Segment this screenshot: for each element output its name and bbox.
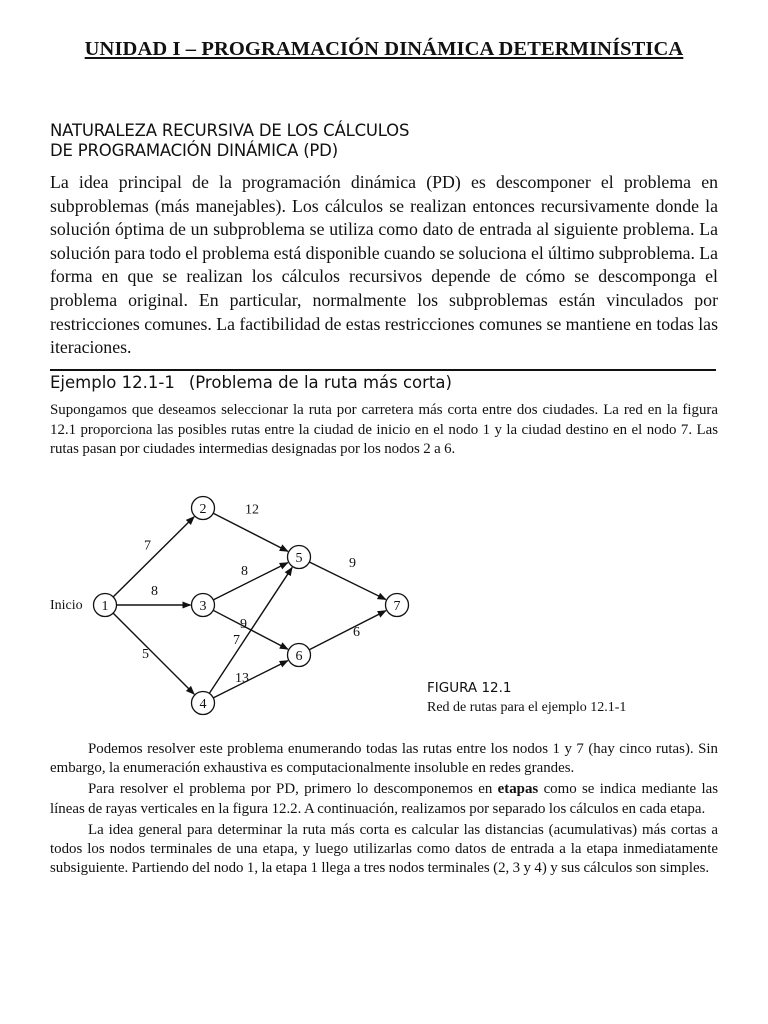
edge-weight-1-2: 7 [144, 538, 151, 554]
edge-weight-6-7: 6 [353, 625, 360, 640]
edge-weight-5-7: 9 [349, 556, 356, 571]
edge-weight-1-4: 5 [142, 647, 149, 662]
edge-weight-1-3: 8 [151, 584, 158, 599]
figure-caption-label: FIGURA 12.1 [427, 680, 512, 696]
node-4 [192, 692, 215, 715]
start-label: Inicio [50, 598, 83, 613]
node-1 [94, 594, 117, 617]
example-number: Ejemplo 12.1-1 [50, 373, 175, 392]
section-heading-line2: DE PROGRAMACIÓN DINÁMICA (PD) [50, 141, 338, 160]
edge-5-7 [309, 562, 385, 599]
node-7 [386, 594, 409, 617]
example-divider [50, 369, 716, 371]
figure-caption-text: Red de rutas para el ejemplo 12.1-1 [427, 700, 627, 715]
edge-weight-4-6: 13 [235, 671, 249, 686]
node-3 [192, 594, 215, 617]
node-label: 4 [199, 697, 207, 712]
example-title: (Problema de la ruta más corta) [188, 373, 452, 392]
node-label: 3 [199, 599, 207, 614]
section-heading-line1: NATURALEZA RECURSIVA DE LOS CÁLCULOS [50, 121, 410, 140]
node-2 [192, 497, 215, 520]
edge-weight-4-5: 7 [233, 633, 240, 648]
body-paragraph-1: Podemos resolver este problema enumerando todas las rutas entre los nodos 1 y 7 (hay cinco rutas). Sin embargo, la enumeración exhaustiva es computacionalmente insoluble en redes grandes. [50, 741, 718, 777]
body-text [50, 740, 718, 880]
node-6 [288, 644, 311, 667]
intro-paragraph: La idea principal de la programación dinámica (PD) es descomponer el problema en subproblemas (más manejables). Los cálculos se realizan entonces recursivamente donde la solución óptima de un subproblema se utiliza como dato de entrada al siguiente problema. La solución para todo el problema está disponible cuando se soluciona el último subproblema. La forma en que se realizan los cálculos recursivos depende de cómo se descomponga el problema original. En particular, normalmente los subproblemas están vinculados por restricciones comunes. La factibilidad de estas restricciones comunes se mantiene en todas las iteraciones. [50, 172, 718, 358]
edge-4-6 [213, 661, 288, 698]
figure-caption [427, 678, 626, 718]
node-label: 5 [295, 551, 303, 566]
example-paragraph: Supongamos que deseamos seleccionar la ruta por carretera más corta entre dos ciudades. La red en la figura 12.1 proporciona las posibles rutas entre la ciudad de inicio en el nodo 1 y la ciudad destino en el nodo 7. Las rutas pasan por ciudades intermedias designadas por los nodos 2 a 6. [50, 402, 718, 458]
body-paragraph-2 [50, 780, 718, 818]
body-paragraph-2-end: como se indica mediante las líneas de rayas verticales en la figura 12.2. A continuación, realizamos por separado los cálculos en cada etapa. [50, 781, 718, 817]
edge-2-5 [213, 513, 288, 551]
node-label: 2 [199, 502, 207, 517]
edge-weight-3-6: 9 [240, 617, 247, 632]
node-label: 7 [393, 599, 401, 614]
edge-4-5 [209, 567, 292, 693]
page-title: UNIDAD I – PROGRAMACIÓN DINÁMICA DETERMINÍSTICA [84, 38, 684, 60]
edge-1-4 [113, 613, 194, 694]
body-paragraph-2-bold: etapas [497, 781, 539, 798]
node-label: 1 [101, 599, 109, 614]
edge-weight-2-5: 12 [245, 502, 259, 518]
node-label: 6 [295, 649, 303, 664]
body-paragraph-3: La idea general para determinar la ruta más corta es calcular las distancias (acumulativas) más cortas a todos los nodos terminales de una etapa, y luego utilizarlas como datos de entrada a la etapa inmediatamente subsiguiente. Partiendo del nodo 1, la etapa 1 llega a tres nodos terminales (2, 3 y 4) y sus cálculos son simples. [50, 821, 718, 877]
node-5 [288, 546, 311, 569]
edge-3-5 [213, 563, 288, 600]
section-heading [50, 121, 409, 161]
edge-6-7 [309, 611, 386, 650]
example-heading [50, 372, 452, 394]
edge-weight-3-5: 8 [241, 564, 248, 579]
route-network-figure [40, 488, 430, 728]
body-paragraph-2-start: Para resolver el problema por PD, primero lo descomponemos en [88, 781, 498, 798]
